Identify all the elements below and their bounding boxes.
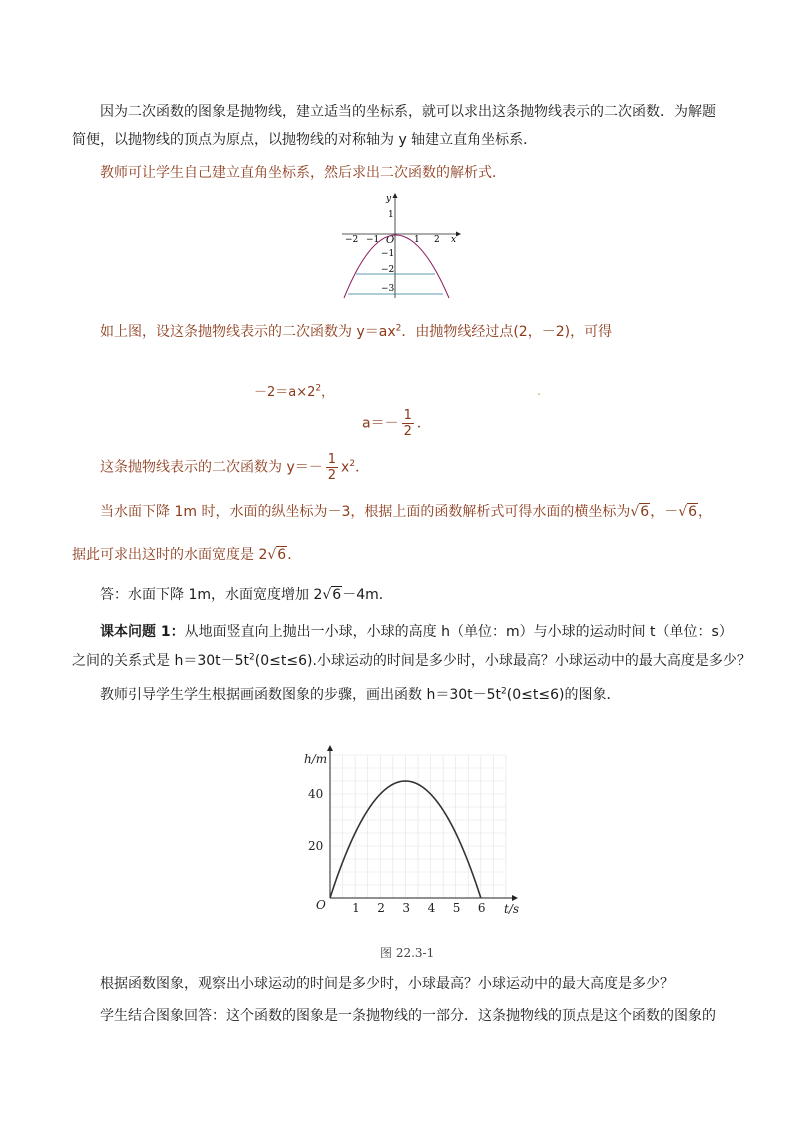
x-tick-label: 6 — [477, 901, 486, 915]
eq1-exponent: 2 — [315, 383, 322, 394]
origin-label: O — [386, 235, 395, 246]
paragraph-observe: 根据函数图象，观察出小球运动的时间是多少时，小球最高？小球运动中的最大高度是多少？ — [100, 976, 674, 992]
chart-origin-label: O — [316, 898, 326, 912]
equation-substitution — [254, 384, 334, 402]
setup-exponent: 2 — [395, 323, 402, 334]
result-denominator: 2 — [327, 468, 337, 483]
x-tick-label: 3 — [402, 901, 411, 915]
x-axis-label: x — [451, 235, 457, 245]
question-text: 从地面竖直向上抛出一小球，小球的高度 h（单位：m）与小球的运动时间 t（单位：s） — [184, 624, 733, 640]
x-tick-label: 2 — [377, 901, 385, 915]
y-tick-label: −3 — [381, 284, 395, 294]
sqrt-six: √6 — [322, 587, 342, 603]
paragraph-answer — [100, 586, 393, 604]
paragraph-width — [72, 546, 301, 564]
x-tick-label: 2 — [434, 235, 440, 245]
eq1-text-b: ， — [321, 385, 335, 400]
water-drop-text: 当水面下降 1m 时，水面的纵坐标为－3，根据上面的函数解析式可得水面的横坐标为 — [100, 504, 631, 520]
x-tick-label: 5 — [452, 901, 461, 915]
eq2-fraction — [402, 408, 414, 439]
question-exponent: 2 — [249, 652, 255, 663]
result-exponent: 2 — [349, 458, 356, 469]
radicand: 6 — [688, 504, 698, 520]
stray-dot: . — [537, 384, 541, 398]
y-tick-label: 1 — [388, 210, 394, 220]
guide-text-a: 教师引导学生学生根据画函数图象的步骤，画出函数 h＝30t－5t — [100, 687, 502, 703]
y-axis-label: h/m — [304, 752, 328, 766]
radicand: 6 — [277, 547, 287, 563]
result-numerator: 1 — [327, 452, 337, 467]
result-text-c: ． — [355, 459, 370, 476]
result-fraction — [326, 452, 338, 483]
eq1-text-a: －2＝a×2 — [254, 385, 316, 400]
answer-text-b: －4m． — [342, 587, 393, 603]
question-line2-a: 之间的关系式是 h＝30t－5t — [72, 653, 250, 669]
guide-exponent: 2 — [501, 686, 507, 697]
eq2-denominator: 2 — [403, 424, 412, 439]
parabola-figure — [338, 190, 466, 304]
height-time-chart — [296, 745, 536, 967]
radicand: 6 — [640, 504, 650, 520]
x-tick-label: 1 — [352, 901, 360, 915]
x-tick-label: −1 — [366, 235, 380, 245]
answer-text-a: 答：水面下降 1m，水面宽度增加 2 — [100, 587, 323, 603]
x-tick-label: −2 — [345, 235, 359, 245]
water-drop-sep: ，－ — [650, 504, 679, 520]
y-tick-label: −1 — [381, 249, 395, 259]
question-label: 课本问题 1： — [100, 624, 185, 640]
paragraph-setup — [100, 323, 612, 341]
paragraph-student-answer: 学生结合图象回答：这个函数的图象是一条抛物线的一部分．这条抛物线的顶点是这个函数的图象的 — [100, 1008, 716, 1024]
sqrt-six: √6 — [678, 504, 698, 520]
y-tick-label: 40 — [308, 787, 324, 801]
paragraph-intro-line1: 因为二次函数的图象是抛物线，建立适当的坐标系，就可以求出这条抛物线表示的二次函数．为解题 — [100, 104, 716, 120]
radicand: 6 — [332, 587, 342, 603]
chart-background — [296, 745, 536, 967]
guide-text-b: (0≤t≤6)的图象． — [506, 687, 621, 703]
x-tick-label: 4 — [427, 901, 436, 915]
setup-text-a: 如上图，设这条抛物线表示的二次函数为 y＝ax — [100, 324, 396, 340]
paragraph-function-result — [100, 452, 369, 483]
x-axis-arrow — [456, 232, 461, 237]
x-tick-label: 1 — [414, 235, 420, 245]
result-text-a: 这条抛物线表示的二次函数为 y＝－ — [100, 459, 323, 476]
question-line2-b: (0≤t≤6).小球运动的时间是多少时，小球最高？小球运动中的最大高度是多少？ — [254, 653, 751, 669]
paragraph-teacher-hint: 教师可让学生自己建立直角坐标系，然后求出二次函数的解析式． — [100, 165, 506, 181]
sqrt-six: √6 — [267, 547, 287, 563]
x-axis-label: t/s — [504, 902, 520, 916]
sqrt-six: √6 — [630, 504, 650, 520]
setup-text-b: ．由抛物线经过点(2，－2)，可得 — [401, 324, 613, 340]
water-drop-end: ， — [698, 504, 713, 520]
question-line1 — [100, 623, 733, 641]
y-tick-label: −2 — [381, 265, 395, 275]
eq2-text-b: ． — [416, 415, 431, 432]
question-line2 — [72, 652, 751, 670]
eq2-numerator: 1 — [403, 408, 412, 423]
equation-solution — [362, 408, 431, 439]
y-axis-label: y — [386, 194, 392, 204]
chart-caption: 图 22.3-1 — [380, 946, 435, 960]
eq2-text-a: a＝－ — [362, 415, 399, 432]
width-text-b: ． — [287, 547, 302, 563]
result-text-b: x — [341, 459, 350, 476]
y-axis-arrow — [393, 193, 398, 198]
paragraph-intro-line2: 简便，以抛物线的顶点为原点，以抛物线的对称轴为 y 轴建立直角坐标系． — [72, 132, 538, 148]
y-tick-label: 20 — [308, 839, 324, 853]
paragraph-teacher-guide — [100, 686, 620, 704]
paragraph-water-drop — [100, 503, 712, 521]
width-text-a: 据此可求出这时的水面宽度是 2 — [72, 547, 268, 563]
